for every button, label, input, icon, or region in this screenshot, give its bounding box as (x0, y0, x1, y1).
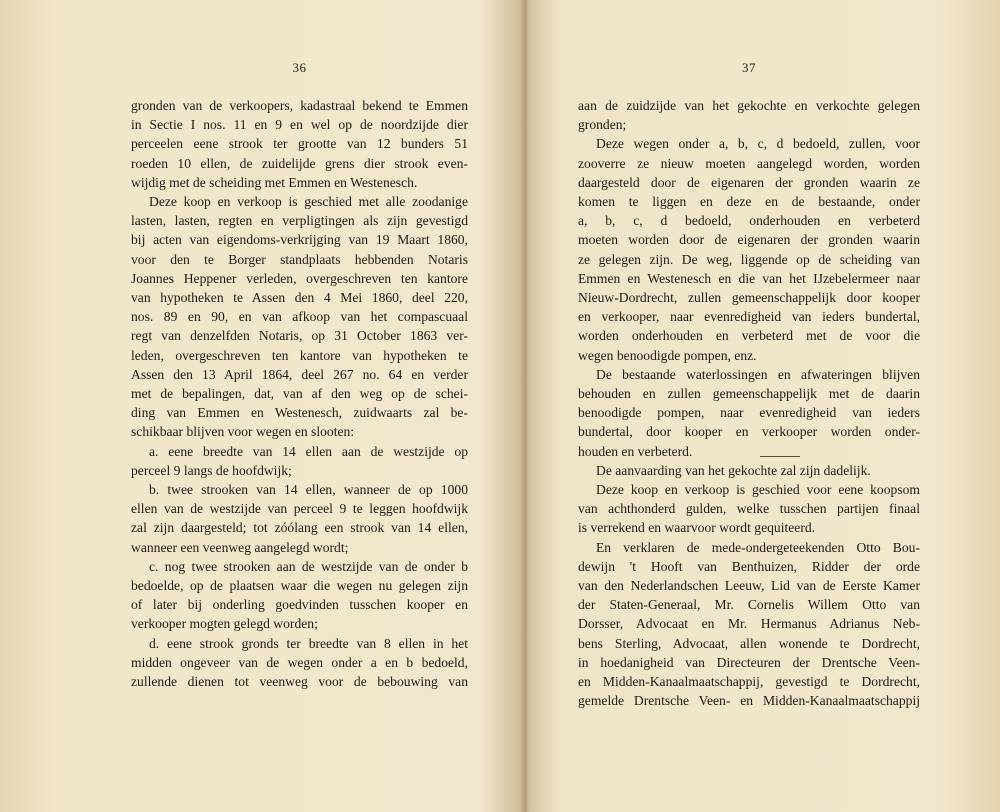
text-line: perceel 9 langs de hoofdwijk; (131, 462, 292, 478)
text-line: gronden; (578, 117, 627, 133)
text-line: ding van Emmen en Westenesch, zuidwaarts zal be- (131, 405, 468, 421)
text-line: en Midden-Kanaalmaatschappij, gevestigd te Dordrecht, (578, 674, 920, 690)
text-line: wanneer een veenweg aangelegd wordt; (131, 539, 349, 555)
text-line: Nieuw-Dordrecht, zullen gemeenschappelijk door kooper (578, 290, 920, 306)
text-line: of later bij onderling goedvinden tusschen kooper en (131, 597, 468, 613)
text-line: komen te liggen en deze en de bestaande, onder (578, 194, 920, 210)
text-line: wijdig met de scheiding met Emmen en Westenesch. (131, 174, 418, 190)
text-line: regt van denzelfden Notaris, op 31 October 1863 ver- (131, 328, 468, 344)
text-line: De aanvaarding van het gekochte zal zijn dadelijk. (596, 462, 871, 478)
text-line: en verkooper, naar evenredigheid van ieders bundertal, (578, 309, 920, 325)
left-page (131, 60, 468, 691)
text-line: verkooper mogten gelegd worden; (131, 616, 318, 632)
text-line: moeten worden door de eigenaren der gronden waarin (578, 232, 920, 248)
text-line: perceelen eene strook ter grootte van 12 bunders 51 (131, 136, 468, 152)
text-line: met de bepalingen, dat, van af den weg op de schei- (131, 386, 468, 402)
book-gutter (520, 0, 530, 812)
text-line: der Staten-Generaal, Mr. Cornelis Willem Otto van (578, 597, 920, 613)
left-page-text (131, 96, 468, 691)
text-line: in Sectie I nos. 11 en 9 en wel op de noordzijde dier (131, 117, 468, 133)
text-line: bundertal, door kooper en verkooper worden onder- (578, 424, 920, 440)
text-line: zooverre ze nieuw moeten aangelegd worden, worden (578, 155, 920, 171)
text-line: van hypotheken te Assen den 4 Mei 1860, deel 220, (131, 290, 468, 306)
text-line: bij acten van eigendoms-verkrijging van 19 Maart 1860, (131, 232, 468, 248)
text-line: Joannes Heppener verleden, overgeschreven ten kantore (131, 270, 468, 286)
left-page-number: 36 (292, 60, 307, 75)
right-page-text (578, 96, 920, 711)
text-line: dewijn 't Hooft van Benthuizen, Ridder der orde (578, 558, 920, 574)
text-line: a. eene breedte van 14 ellen aan de westzijde op (149, 443, 468, 459)
text-line: houden en verbeterd. (578, 443, 693, 459)
text-line: worden onderhouden en verbeterd met de voor die (578, 328, 920, 344)
text-line: van achthonderd gulden, welke tusschen partijen finaal (578, 501, 920, 517)
text-line: wegen benoodigde pompen, enz. (578, 347, 757, 363)
text-line: Emmen en Westenesch en die van het IJzebelermeer naar (578, 270, 920, 286)
text-line: voor den te Borger standplaats hebbenden Notaris (131, 251, 468, 267)
text-line: midden ongeveer van de wegen onder a en b bedoeld, (131, 654, 468, 670)
text-line: is verrekend en waarvoor wordt gequiteerd. (578, 520, 816, 536)
text-line: van den Nederlandschen Leeuw, Lid van de Eerste Kamer (578, 578, 920, 594)
text-line: lasten, lasten, regten en verpligtingen als zijn gevestigd (131, 213, 468, 229)
text-line: zullende dienen tot veenweg voor de bebouwing van (131, 674, 468, 690)
text-line: zal zijn daargesteld; tot zóólang een strook van 14 ellen, (131, 520, 468, 536)
text-line: daargesteld door de eigenaren der gronden waarin ze (578, 174, 920, 190)
text-line: Deze koop en verkoop is geschied voor eene koopsom (596, 482, 920, 498)
text-line: gemelde Drentsche Veen- en Midden-Kanaalmaatschappij (578, 693, 920, 709)
text-line: leden, overgeschreven ten kantore van hypotheken te (131, 347, 468, 363)
text-line: De bestaande waterlossingen en afwateringen blijven (596, 366, 920, 382)
text-line: gronden van de verkoopers, kadastraal bekend te Emmen (131, 98, 468, 113)
text-line: bens Sterling, Advocaat, allen wonende te Dordrecht, (578, 635, 920, 651)
text-line: bedoelde, op de plaatsen waar die wegen nu gelegen zijn (131, 578, 468, 594)
section-divider-rule (760, 456, 800, 457)
text-line: in hoedanigheid van Directeuren der Drentsche Veen- (578, 654, 920, 670)
text-line: behouden en zullen gemeenschappelijk met de daarin (578, 386, 920, 402)
text-line: roeden 10 ellen, de zuidelijde grens dier strook even- (131, 155, 468, 171)
text-line: Dorsser, Advocaat en Mr. Hermanus Adrianus Neb- (578, 616, 920, 632)
text-line: Deze wegen onder a, b, c, d bedoeld, zullen, voor (596, 136, 920, 152)
text-line: Assen den 13 April 1864, deel 267 no. 64 en verder (131, 366, 468, 382)
text-line: b. twee strooken van 14 ellen, wanneer de op 1000 (149, 482, 468, 498)
text-line: ellen van de westzijde van perceel 9 te leggen hoofdwijk (131, 501, 468, 517)
text-line: nos. 89 en 90, en van afkoop van het compascuaal (131, 309, 468, 325)
text-line: Deze koop en verkoop is geschied met alle zoodanige (149, 194, 468, 210)
right-page (578, 60, 920, 711)
text-line: schikbaar blijven voor wegen en slooten: (131, 424, 355, 440)
right-page-number: 37 (742, 60, 756, 75)
text-line: aan de zuidzijde van het gekochte en verkochte gelegen (578, 98, 920, 113)
text-line: a, b, c, d bedoeld, onderhouden en verbeterd (578, 213, 920, 229)
text-line: ze gelegen zijn. De weg, liggende op de scheiding van (578, 251, 920, 267)
text-line: d. eene strook gronds ter breedte van 8 ellen in het (149, 635, 468, 651)
text-line: En verklaren de mede-ondergeteekenden Otto Bou- (596, 539, 920, 555)
text-line: benoodigde pompen, naar evenredigheid van ieders (578, 405, 920, 421)
text-line: c. nog twee strooken aan de westzijde van de onder b (149, 558, 468, 574)
